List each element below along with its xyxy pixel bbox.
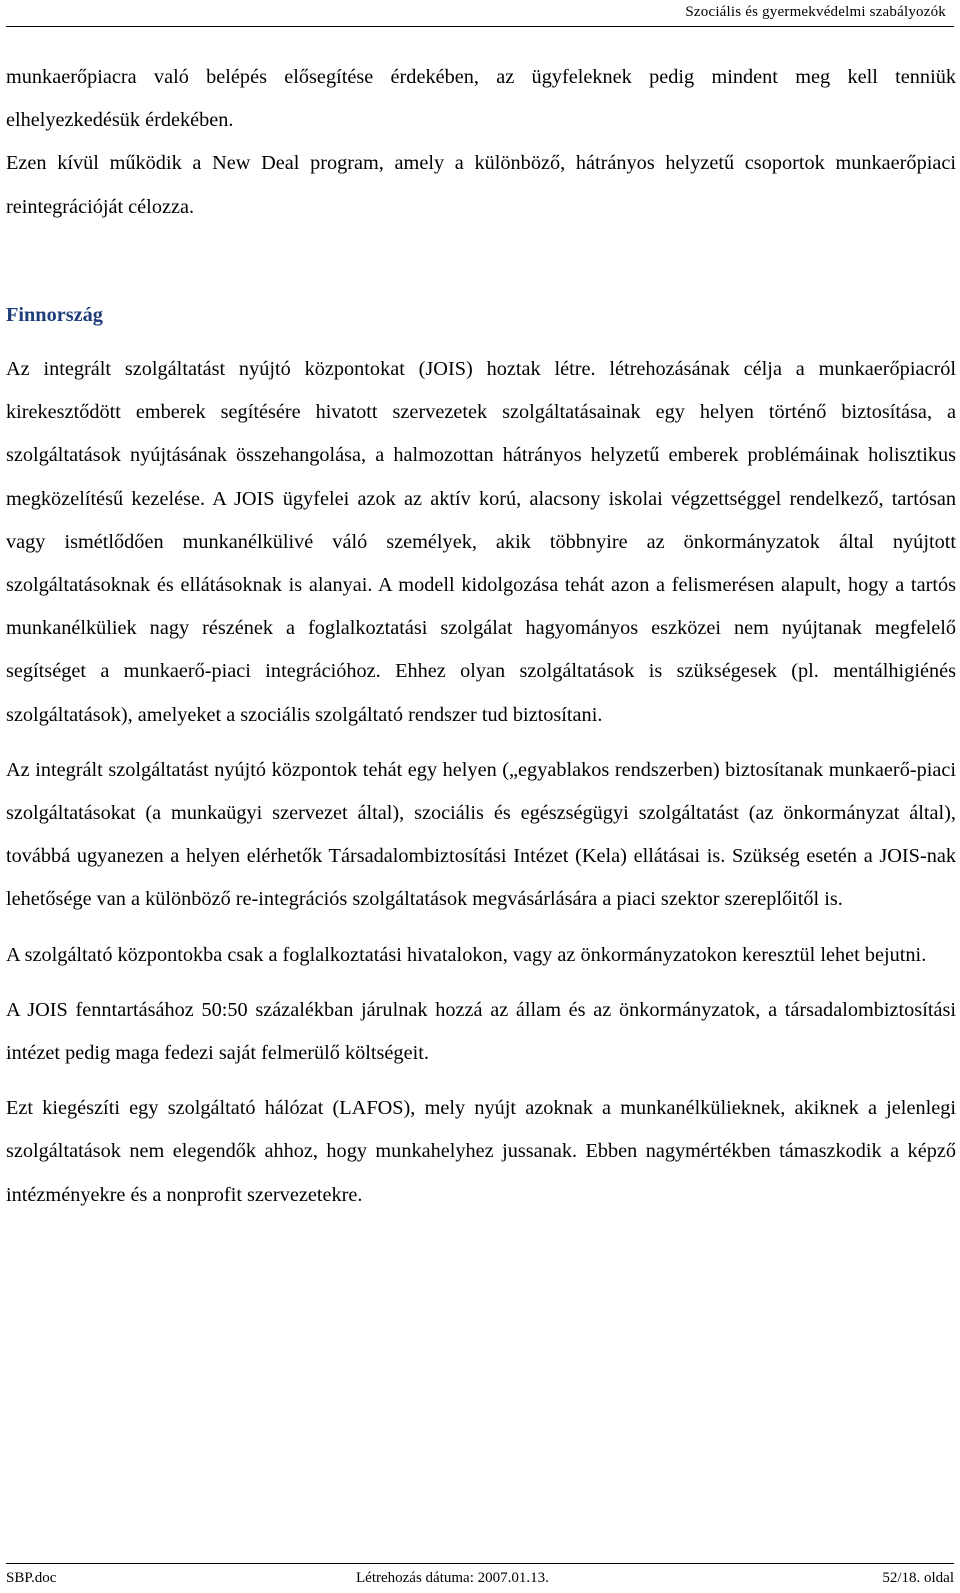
document-body [6,56,956,1217]
section-paragraph-1: Az integrált szolgáltatást nyújtó központokat (JOIS) hoztak létre. létrehozásának célja a munkaerőpiacról kirekesztődött emberek segítésére hivatott szervezetek szolgáltatásainak egy helyen történő biztosítása, a szolgáltatások nyújtásának összehangolása, a halmozottan hátrányos helyzetű emberek problémáinak holisztikus megközelítésű kezelése. A JOIS ügyfelei azok az aktív korú, alacsony iskolai végzettséggel rendelkező, tartósan vagy ismétlődően munkanélkülivé váló személyek, akik többnyire az önkormányzatok által nyújtott szolgáltatásoknak és ellátásoknak is alanyai. A modell kidolgozása tehát azon a felismerésen alapult, hogy a tartós munkanélküliek nagy részének a foglalkoztatási szolgálat hagyományos eszközei nem nyújtanak megfelelő segítséget a munkaerő-piaci integrációhoz. Ehhez olyan szolgáltatások is szükségesek (pl. mentálhigiénés szolgáltatások), amelyeket a szociális szolgáltató rendszer tud biztosítani. [6,358,956,726]
intro-paragraph-1: munkaerőpiacra való belépés elősegítése érdekében, az ügyfeleknek pedig mindent meg kell tenniük elhelyezkedésük érdekében. [6,66,956,132]
intro-paragraph-2: Ezen kívül működik a New Deal program, amely a különböző, hátrányos helyzetű csoportok munkaerőpiaci reintegrációját célozza. [6,152,956,218]
footer-filename: SBP.doc [6,1570,57,1586]
footer-page-number: 52/18. oldal [882,1570,954,1586]
header-divider [6,26,954,27]
section-heading: Finnország [6,303,103,326]
page-footer [6,1566,954,1590]
footer-divider [6,1563,954,1564]
section-paragraph-4: A JOIS fenntartásához 50:50 százalékban járulnak hozzá az állam és az önkormányzatok, a társadalombiztosítási intézet pedig maga fedezi saját felmerülő költségeit. [6,998,956,1065]
section-paragraph-5: Ezt kiegészíti egy szolgáltató hálózat (LAFOS), mely nyújt azoknak a munkanélkülieknek, akiknek a jelenlegi szolgáltatások nem elegendők ahhoz, hogy munkahelyhez jussanak. Ebben nagymértékben támaszkodik a képző intézményekre és a nonprofit szervezetekre. [6,1097,956,1206]
section-paragraph-2: Az integrált szolgáltatást nyújtó központok tehát egy helyen („egyablakos rendszerben) biztosítanak munkaerő-piaci szolgáltatásokat (a munkaügyi szervezet által), szociális és egészségügyi szolgáltatást (az önkormányzat által), továbbá ugyanezen a helyen elérhetők Társadalombiztosítási Intézet (Kela) ellátásai is. Szükség esetén a JOIS-nak lehetősége van a különböző re-integrációs szolgáltatások megvásárlására a piaci szektor szereplőitől is. [6,758,956,911]
header-title: Szociális és gyermekvédelmi szabályozók [685,4,946,20]
section-paragraph-3: A szolgáltató központokba csak a foglalkoztatási hivatalokon, vagy az önkormányzatokon keresztül lehet bejutni. [6,943,927,966]
footer-created-date: Létrehozás dátuma: 2007.01.13. [356,1570,549,1586]
